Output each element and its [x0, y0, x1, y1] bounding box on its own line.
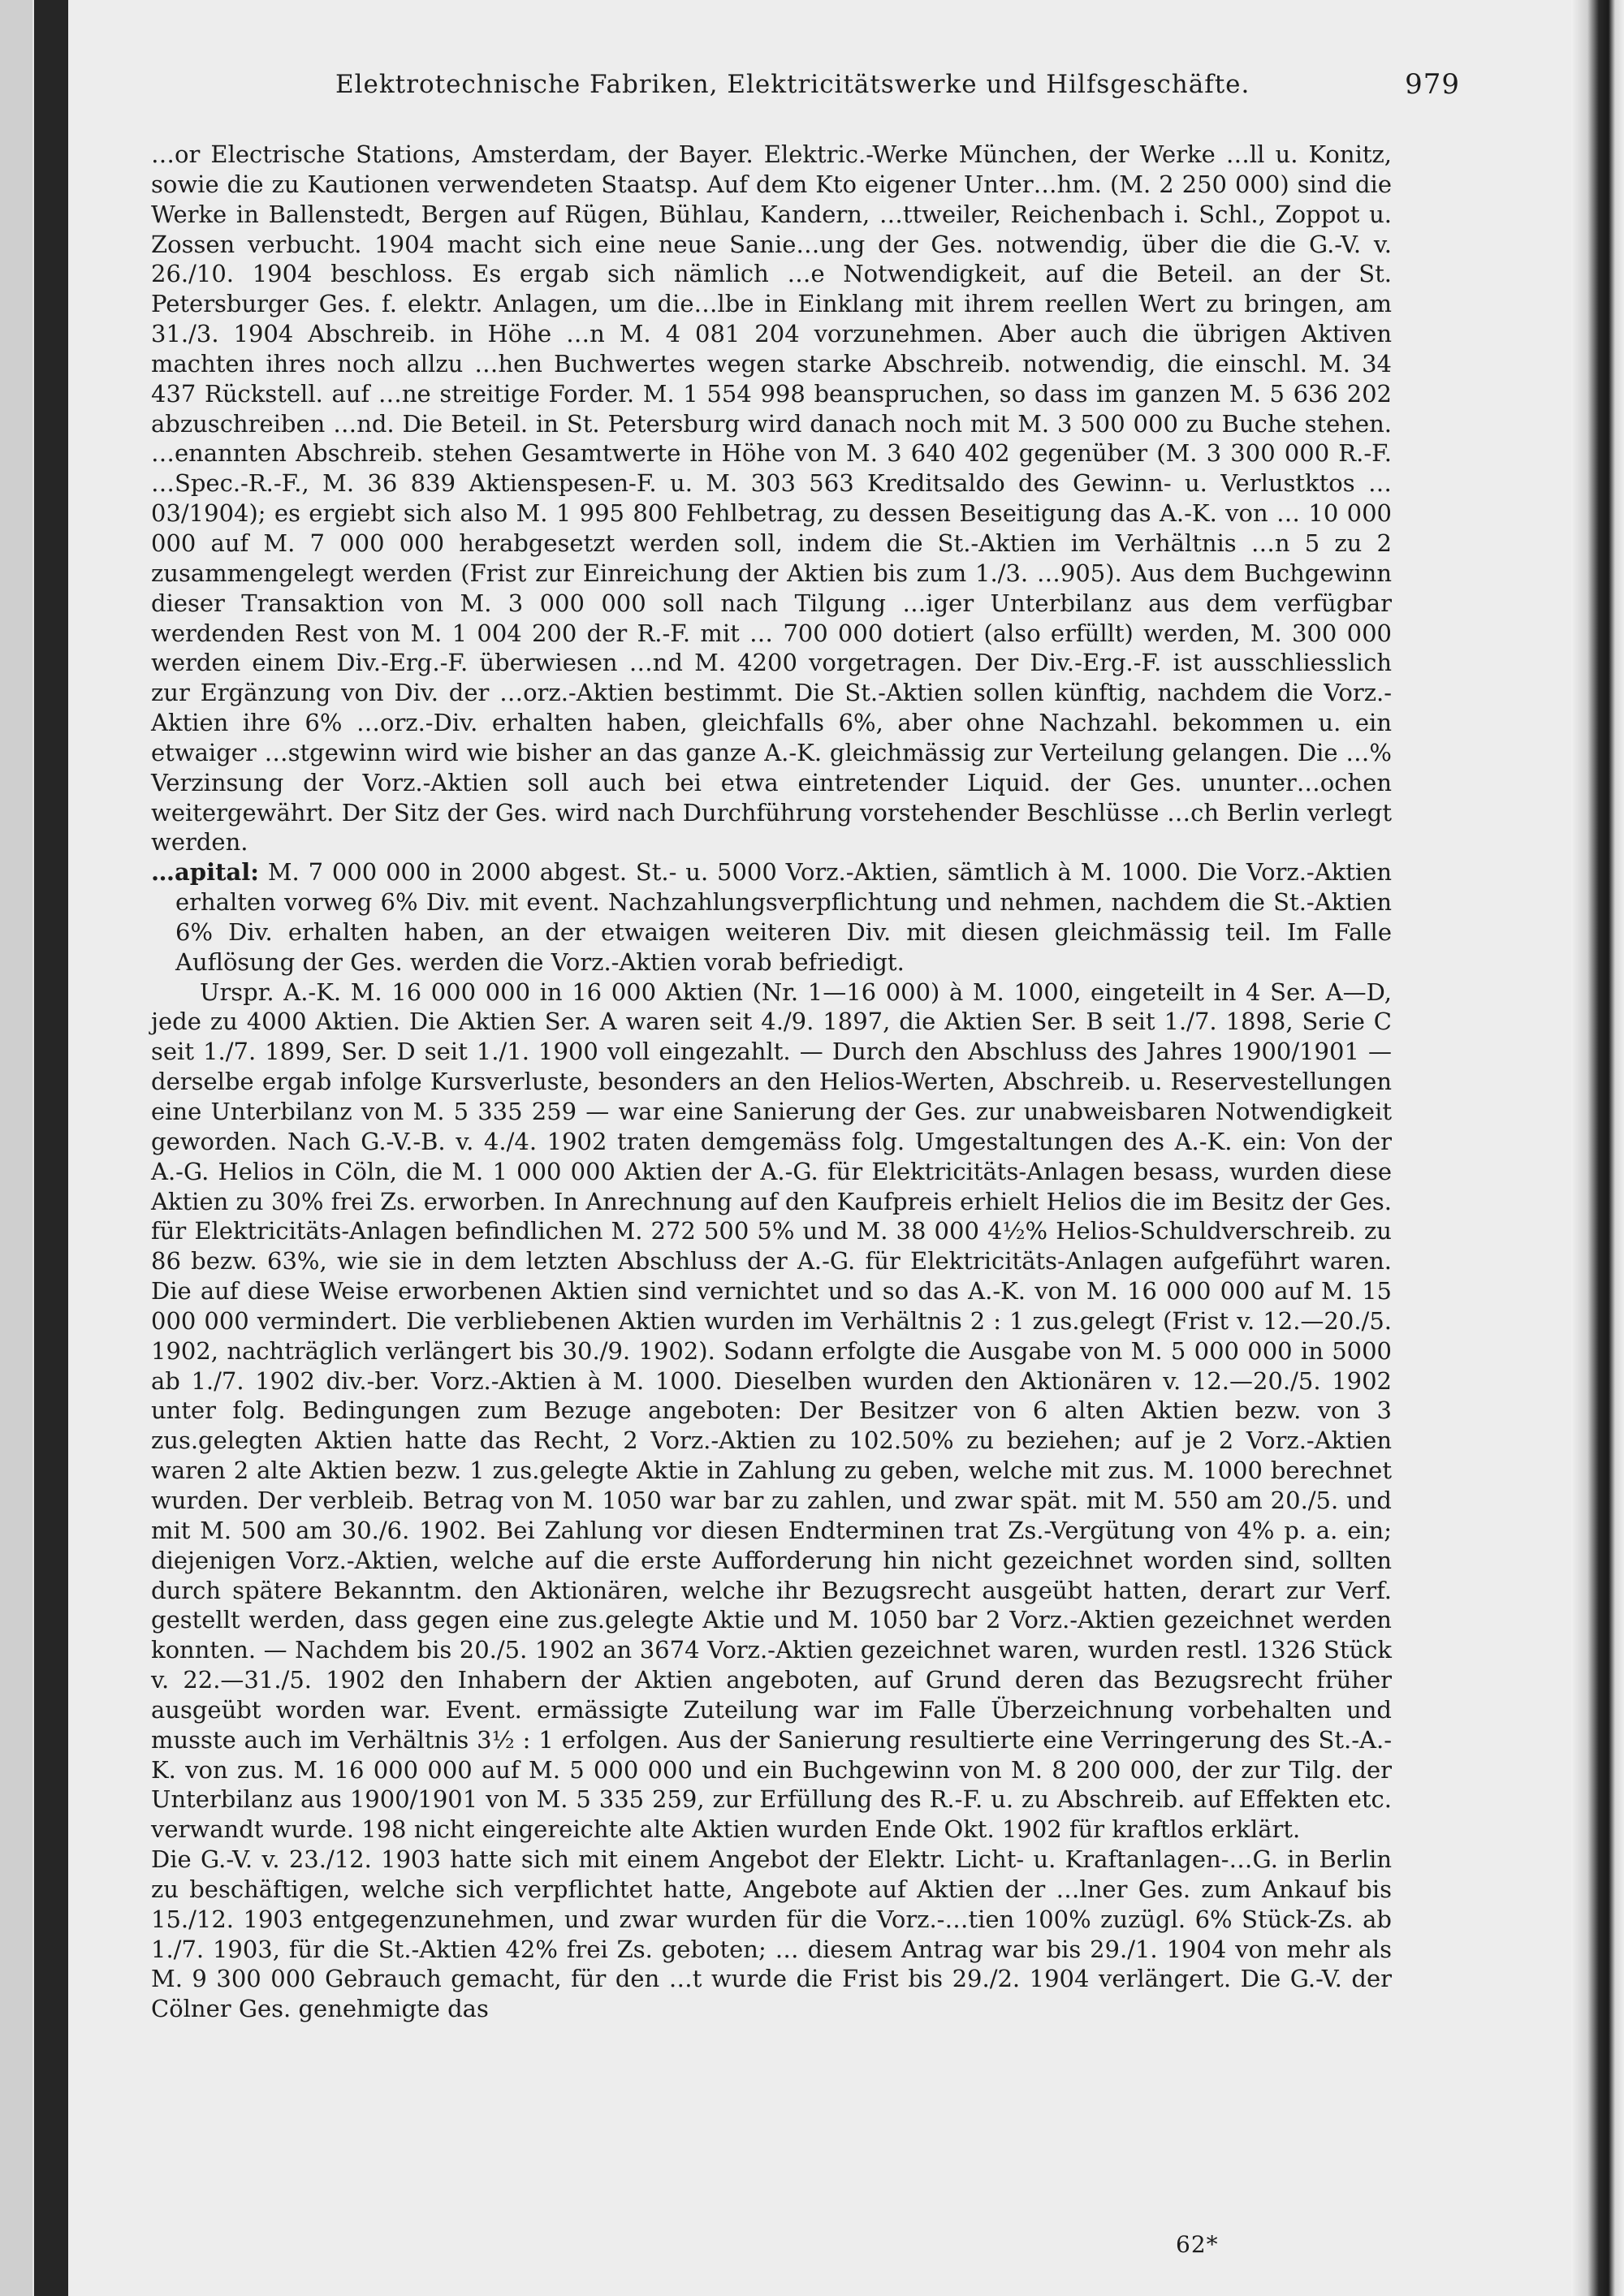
body-text: [151, 140, 1392, 2024]
paragraph-urspr-ak: Urspr. A.-K. M. 16 000 000 in 16 000 Aktien (Nr. 1—16 000) à M. 1000, eingeteilt in 4 Ser. A—D, jede zu 4000 Aktien. Die Aktien Ser. A waren seit 4./9. 1897, die Aktien Ser. B seit 1./7. 1898, Serie C seit 1./7. 1899, Ser. D seit 1./1. 1900 voll eingezahlt. — Durch den Abschluss des Jahres 1900/1901 — derselbe ergab infolge Kursverluste, besonders an den Helios-Werten, Abschreib. u. Reservestellungen eine Unterbilanz von M. 5 335 259 — war eine Sanierung der Ges. zur unabweisbaren Notwendigkeit geworden. Nach G.-V.-B. v. 4./4. 1902 traten demgemäss folg. Umgestaltungen des A.-K. ein: Von der A.-G. Helios in Cöln, die M. 1 000 000 Aktien der A.-G. für Elektricitäts-Anlagen besass, wurden diese Aktien zu 30% frei Zs. erworben. In Anrechnung auf den Kaufpreis erhielt Helios die im Besitz der Ges. für Elektricitäts-Anlagen befindlichen M. 272 500 5% und M. 38 000 4½% Helios-Schuldverschreib. zu 86 bezw. 63%, wie sie in dem letzten Abschluss der A.-G. für Elektricitäts-Anlagen aufgeführt waren. Die auf diese Weise erworbenen Aktien sind vernichtet und so das A.-K. von M. 16 000 000 auf M. 15 000 000 vermindert. Die verbliebenen Aktien wurden im Verhältnis 2 : 1 zus.gelegt (Frist v. 12.—20./5. 1902, nachträglich verlängert bis 30./9. 1902). Sodann erfolgte die Ausgabe von M. 5 000 000 in 5000 ab 1./7. 1902 div.-ber. Vorz.-Aktien à M. 1000. Dieselben wurden den Aktionären v. 12.—20./5. 1902 unter folg. Bedingungen zum Bezuge angeboten: Der Besitzer von 6 alten Aktien bezw. von 3 zus.gelegten Aktien hatte das Recht, 2 Vorz.-Aktien zu 102.50% zu beziehen; auf je 2 Vorz.-Aktien waren 2 alte Aktien bezw. 1 zus.gelegte Aktie in Zahlung zu geben, welche mit zus. M. 1000 berechnet wurden. Der verbleib. Betrag von M. 1050 war bar zu zahlen, und zwar spät. mit M. 550 am 20./5. und mit M. 500 am 30./6. 1902. Bei Zahlung vor diesen Endterminen trat Zs.-Vergütung von 4% p. a. ein; diejenigen Vorz.-Aktien, welche auf die erste Aufforderung hin nicht gezeichnet worden sind, sollten durch spätere Bekanntm. den Aktionären, welche ihr Bezugsrecht ausgeübt hatten, derart zur Verf. gestellt werden, dass gegen eine zus.gelegte Aktie und M. 1050 bar 2 Vorz.-Aktien gezeichnet werden konnten. — Nachdem bis 20./5. 1902 an 3674 Vorz.-Aktien gezeichnet waren, wurden restl. 1326 Stück v. 22.—31./5. 1902 den Inhabern der Aktien angeboten, auf Grund deren das Bezugsrecht früher ausgeübt worden war. Event. ermässigte Zuteilung war im Falle Überzeichnung vorbehalten und musste auch im Verhältnis 3½ : 1 erfolgen. Aus der Sanierung resultierte eine Verringerung des St.-A.-K. von zus. M. 16 000 000 auf M. 5 000 000 und ein Buchgewinn von M. 8 200 000, der zur Tilg. der Unterbilanz aus 1900/1901 von M. 5 335 259, zur Erfüllung des R.-F. u. zu Abschreib. auf Effekten etc. verwandt wurde. 198 nicht eingereichte alte Aktien wurden Ende Okt. 1902 für kraftlos erklärt.: [151, 978, 1392, 1844]
kapital-text: M. 7 000 000 in 2000 abgest. St.- u. 5000 Vorz.-Aktien, sämtlich à M. 1000. Die Vorz.-Aktien erhalten vorweg 6% Div. mit event. Nachzahlungsverpflichtung und nehmen, nachdem die St.-Aktien 6% Div. erhalten haben, an der etwaigen weiteren Div. mit diesen gleichmässig teil. Im Falle Auflösung der Ges. werden die Vorz.-Aktien vorab befriedigt.: [175, 858, 1393, 976]
header-title: Elektrotechnische Fabriken, Elektricitätswerke und Hilfsgeschäfte.: [335, 70, 1250, 99]
kapital-label: …apital:: [151, 858, 259, 887]
signature-mark: 62*: [1176, 2231, 1219, 2258]
scan-right-edge: [1571, 0, 1624, 2296]
paragraph-sanierung-1904: …or Electrische Stations, Amsterdam, der Bayer. Elektric.-Werke München, der Werke …ll u. Konitz, sowie die zu Kautionen verwendeten Staatsp. Auf dem Kto eigener Unter…hm. (M. 2 250 000) sind die Werke in Ballenstedt, Bergen auf Rügen, Bühlau, Kandern, …ttweiler, Reichenbach i. Schl., Zoppot u. Zossen verbucht. 1904 macht sich eine neue Sanie…ung der Ges. notwendig, über die die G.-V. v. 26./10. 1904 beschloss. Es ergab sich nämlich …e Notwendigkeit, auf die Beteil. an der St. Petersburger Ges. f. elektr. Anlagen, um die…lbe in Einklang mit ihrem reellen Wert zu bringen, am 31./3. 1904 Abschreib. in Höhe …n M. 4 081 204 vorzunehmen. Aber auch die übrigen Aktiven machten ihres noch allzu …hen Buchwertes wegen starke Abschreib. notwendig, die einschl. M. 34 437 Rückstell. auf …ne streitige Forder. M. 1 554 998 beanspruchen, so dass im ganzen M. 5 636 202 abzuschreiben …nd. Die Beteil. in St. Petersburg wird danach noch mit M. 3 500 000 zu Buche stehen. …enannten Abschreib. stehen Gesamtwerte in Höhe von M. 3 640 402 gegenüber (M. 3 300 000 R.-F. …Spec.-R.-F., M. 36 839 Aktienspesen-F. u. M. 303 563 Kreditsaldo des Gewinn- u. Verlustktos …03/1904); es ergiebt sich also M. 1 995 800 Fehlbetrag, zu dessen Beseitigung das A.-K. von … 10 000 000 auf M. 7 000 000 herabgesetzt werden soll, indem die St.-Aktien im Verhältnis …n 5 zu 2 zusammengelegt werden (Frist zur Einreichung der Aktien bis zum 1./3. …905). Aus dem Buchgewinn dieser Transaktion von M. 3 000 000 soll nach Tilgung …iger Unterbilanz aus dem verfügbar werdenden Rest von M. 1 004 200 der R.-F. mit … 700 000 dotiert (also erfüllt) werden, M. 300 000 werden einem Div.-Erg.-F. überwiesen …nd M. 4200 vorgetragen. Der Div.-Erg.-F. ist ausschliesslich zur Ergänzung von Div. der …orz.-Aktien bestimmt. Die St.-Aktien sollen künftig, nachdem die Vorz.-Aktien ihre 6% …orz.-Div. erhalten haben, gleichfalls 6%, aber ohne Nachzahl. bekommen u. ein etwaiger …stgewinn wird wie bisher an das ganze A.-K. gleichmässig zur Verteilung gelangen. Die …% Verzinsung der Vorz.-Aktien soll auch bei etwa eintretender Liquid. der Ges. ununter…ochen weitergewährt. Der Sitz der Ges. wird nach Durchführung vorstehender Beschlüsse …ch Berlin verlegt werden.: [151, 140, 1392, 857]
scan-left-margin: [0, 0, 32, 2296]
paragraph-kapital: [151, 857, 1392, 977]
page-number: 979: [1405, 68, 1460, 101]
running-header: [266, 63, 1460, 109]
binding-shadow: [34, 0, 68, 2296]
paragraph-gv-1903: Die G.-V. v. 23./12. 1903 hatte sich mit einem Angebot der Elektr. Licht- u. Kraftanlagen-…G. in Berlin zu beschäftigen, welche sich verpflichtet hatte, Angebote auf Aktien der …lner Ges. zum Ankauf bis 15./12. 1903 entgegenzunehmen, und zwar wurden für die Vorz.-…tien 100% zuzügl. 6% Stück-Zs. ab 1./7. 1903, für die St.-Aktien 42% frei Zs. geboten; … diesem Antrag war bis 29./1. 1904 von mehr als M. 9 300 000 Gebrauch gemacht, für den …t wurde die Frist bis 29./2. 1904 verlängert. Die G.-V. der Cölner Ges. genehmigte das: [151, 1845, 1392, 2023]
